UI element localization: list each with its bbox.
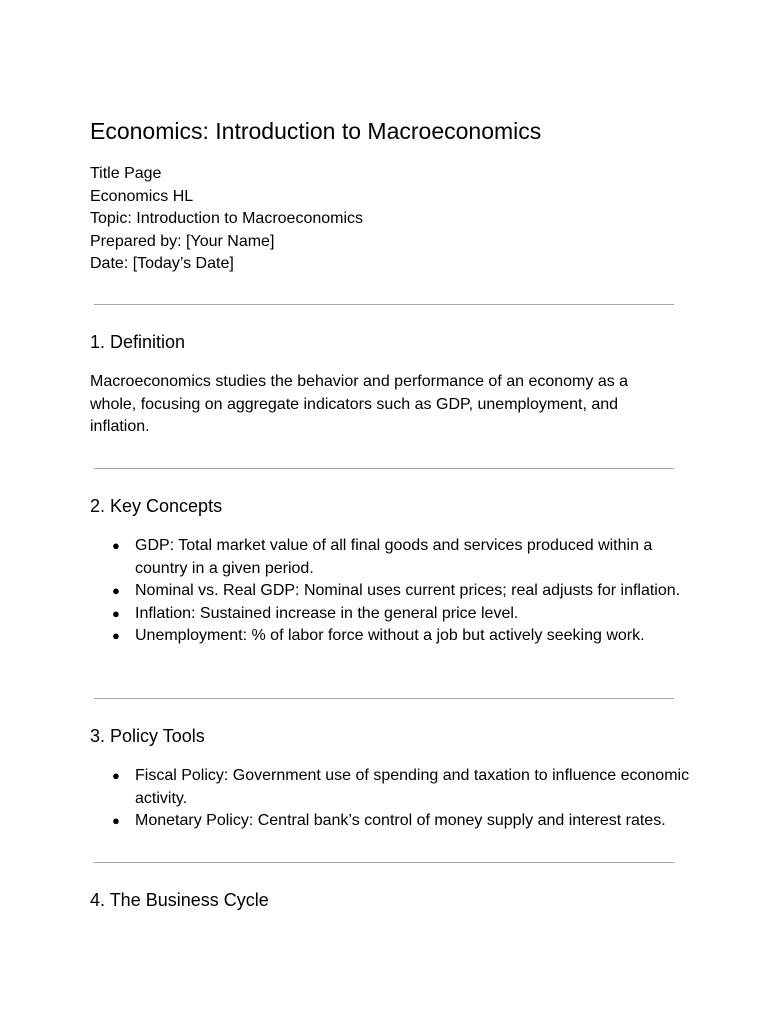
bullet-icon: ● [112, 628, 120, 643]
section-heading-business-cycle: 4. The Business Cycle [90, 890, 269, 910]
bullet-icon: ● [112, 605, 120, 621]
list-item-text: Unemployment: % of labor force without a job but actively seeking work. [135, 627, 645, 644]
list-item-text: GDP: Total market value of all final goods and services produced within a country in a given period. [135, 537, 653, 577]
list-item [90, 625, 690, 648]
divider [94, 468, 674, 469]
bullet-icon: ● [112, 538, 120, 553]
list-item-text: Inflation: Sustained increase in the general price level. [135, 604, 519, 622]
list-item [90, 535, 690, 580]
divider [94, 698, 674, 699]
section-heading-policy-tools: 3. Policy Tools [90, 726, 205, 746]
meta-line-date: Date: [Today’s Date] [90, 255, 234, 272]
list-item-text: Nominal vs. Real GDP: Nominal uses current prices; real adjusts for inflation. [135, 582, 681, 599]
meta-line-topic: Topic: Introduction to Macroeconomics [90, 210, 364, 227]
list-item [90, 810, 690, 833]
definition-paragraph: Macroeconomics studies the behavior and performance of an economy as a whole, focusing on aggregate indicators such as GDP, unemployment, and inflation. [90, 373, 629, 435]
document-title: Economics: Introduction to Macroeconomics [90, 118, 542, 144]
meta-line-author: Prepared by: [Your Name] [90, 232, 275, 250]
list-item [90, 603, 690, 626]
meta-line-title-page: Title Page [90, 165, 162, 182]
title-page-info [90, 163, 363, 276]
list-item-text: Monetary Policy: Central bank’s control of money supply and interest rates. [135, 812, 666, 829]
bullet-icon: ● [112, 813, 120, 828]
policy-tools-list [90, 765, 690, 833]
section-heading-key-concepts: 2. Key Concepts [90, 496, 223, 516]
list-item [90, 765, 690, 810]
bullet-icon: ● [112, 583, 120, 598]
divider [94, 862, 674, 863]
key-concepts-list [90, 535, 690, 648]
divider [94, 304, 674, 305]
meta-line-course: Economics HL [90, 187, 194, 205]
section-heading-definition: 1. Definition [90, 332, 186, 352]
list-item-text: Fiscal Policy: Government use of spending and taxation to influence economic activity. [135, 767, 690, 807]
bullet-icon: ● [112, 768, 120, 783]
list-item [90, 580, 690, 603]
